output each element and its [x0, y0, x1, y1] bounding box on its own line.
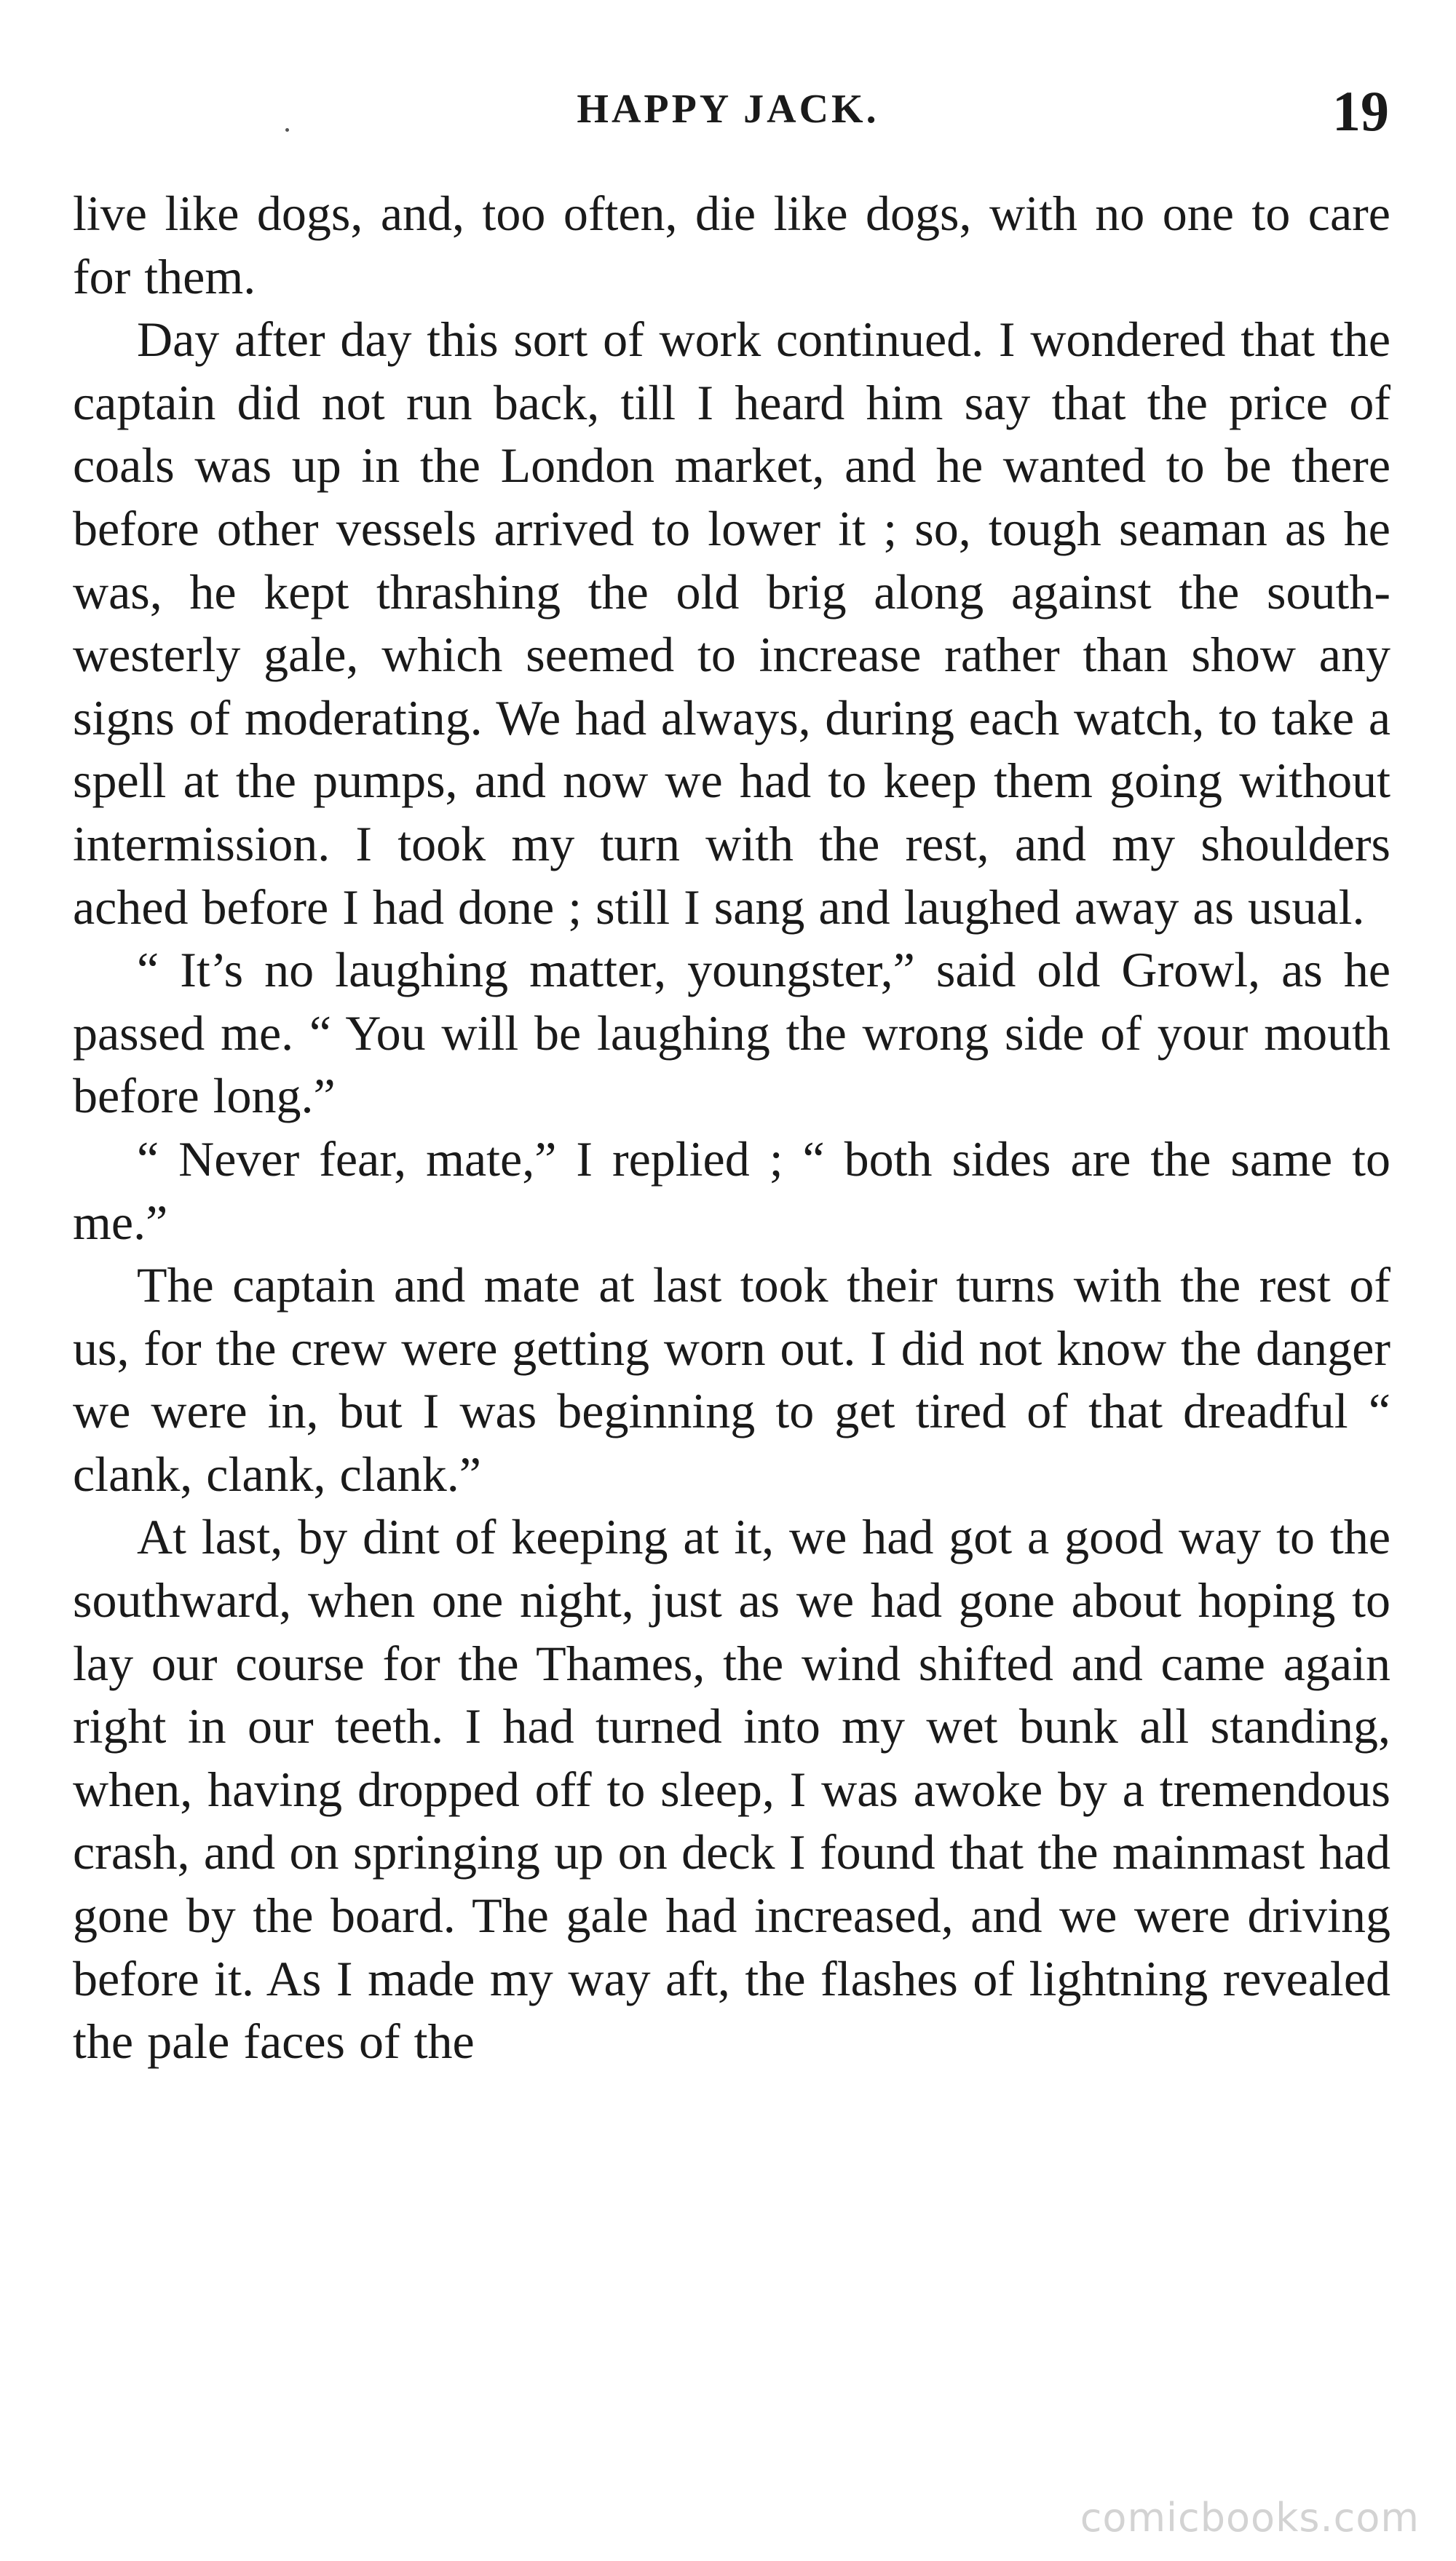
paragraph: Day after day this sort of work continued. I wondered that the captain did not run back, till I heard him say that the price of coals was up in the London market, and he wanted to be there before other vessels arrived to lower it ; so, tough seaman as he was, he kept thrashing the old brig along against the south-westerly gale, which seemed to increase rather than show any signs of moderating. We had always, during each watch, to take a spell at the pumps, and now we had to keep them going without intermission. I took my turn with the rest, and my shoulders ached before I had done ; still I sang and laughed away as usual. [73, 312, 1390, 935]
print-speck [285, 128, 289, 132]
running-head [0, 79, 1456, 147]
paragraph-continued: live like dogs, and, too often, die like dogs, with no one to care for them. [73, 186, 1390, 304]
running-title: HAPPY JACK. [577, 87, 879, 132]
page-number: 19 [1332, 79, 1389, 143]
paragraph: “ Never fear, mate,” I replied ; “ both sides are the same to me.” [73, 1131, 1390, 1250]
site-watermark: comicbooks.com [1080, 2495, 1420, 2541]
paragraph: “ It’s no laughing matter, youngster,” said old Growl, as he passed me. “ You will be laughing the wrong side of your mouth before long.” [73, 942, 1390, 1124]
paragraph: The captain and mate at last took their turns with the rest of us, for the crew were getting worn out. I did not know the danger we were in, but I was beginning to get tired of that dreadful “ clank, clank, clank.” [73, 1257, 1390, 1502]
body-text [73, 182, 1390, 2073]
paragraph: At last, by dint of keeping at it, we had got a good way to the southward, when one night, just as we had gone about hoping to lay our course for the Thames, the wind shifted and came again right in our teeth. I had turned into my wet bunk all standing, when, having dropped off to sleep, I was awoke by a tremendous crash, and on springing up on deck I found that the mainmast had gone by the board. The gale had increased, and we were driving before it. As I made my way aft, the flashes of lightning revealed the pale faces of the [73, 1509, 1390, 2070]
